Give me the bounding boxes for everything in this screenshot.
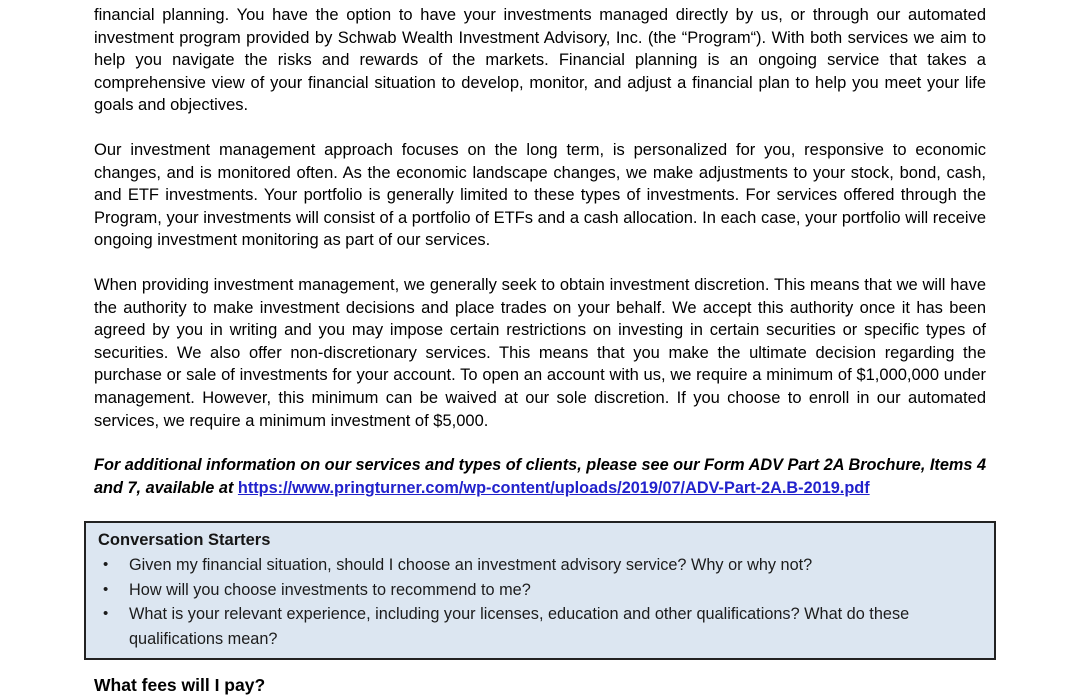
conversation-starters-list: [98, 553, 982, 651]
adv-note: [94, 454, 986, 500]
conversation-starter-text: What is your relevant experience, including your licenses, education and other qualifications? What do these qualifications mean?: [129, 605, 910, 648]
conversation-starter-item: [98, 578, 982, 603]
body-paragraph: financial planning. You have the option to have your investments managed directly by us, or through our automated investment program provided by Schwab Wealth Investment Advisory, Inc. (the “Program“). With both services we aim to help you navigate the risks and rewards of the markets. Financial planning is an ongoing service that takes a comprehensive view of your financial situation to develop, monitor, and adjust a financial plan to help you meet your life goals and objectives.: [94, 6, 986, 115]
bullet-icon: •: [103, 556, 109, 574]
body-paragraph: Our investment management approach focuses on the long term, is personalized for you, responsive to economic changes, and is monitored often. As the economic landscape changes, we make adjustments to your stock, bond, cash, and ETF investments. Your portfolio is generally limited to these types of investments. For services offered through the Program, your investments will consist of a portfolio of ETFs and a cash allocation. In each case, your portfolio will receive ongoing investment monitoring as part of our services.: [94, 140, 986, 250]
adv-note-text: For additional information on our services and types of clients, please see our Form ADV Part 2A Brochure, Items 4 and 7, available at: [94, 456, 986, 498]
conversation-starter-item: [98, 553, 982, 578]
conversation-starters-box: [84, 521, 996, 660]
conversation-starter-text: Given my financial situation, should I choose an investment advisory service? Why or why not?: [129, 556, 813, 575]
fees-section-heading: What fees will I pay?: [94, 675, 266, 696]
bullet-icon: •: [103, 605, 109, 623]
adv-brochure-link[interactable]: https://www.pringturner.com/wp-content/uploads/2019/07/ADV-Part-2A.B-2019.pdf: [237, 479, 870, 498]
conversation-starters-title: Conversation Starters: [98, 531, 271, 550]
bullet-icon: •: [103, 580, 109, 598]
conversation-starter-item: [98, 602, 982, 651]
conversation-starter-text: How will you choose investments to recommend to me?: [129, 580, 531, 599]
body-paragraph: When providing investment management, we generally seek to obtain investment discretion. This means that we will have the authority to make investment decisions and place trades on your behalf. We accept this authority once it has been agreed by you in writing and you may impose certain restrictions on investing in certain securities or specific types of securities. We also offer non-discretionary services. This means that you make the ultimate decision regarding the purchase or sale of investments for your account. To open an account with us, we require a minimum of $1,000,000 under management. However, this minimum can be waived at our sole discretion. If you choose to enroll in our automated services, we require a minimum investment of $5,000.: [94, 275, 986, 430]
